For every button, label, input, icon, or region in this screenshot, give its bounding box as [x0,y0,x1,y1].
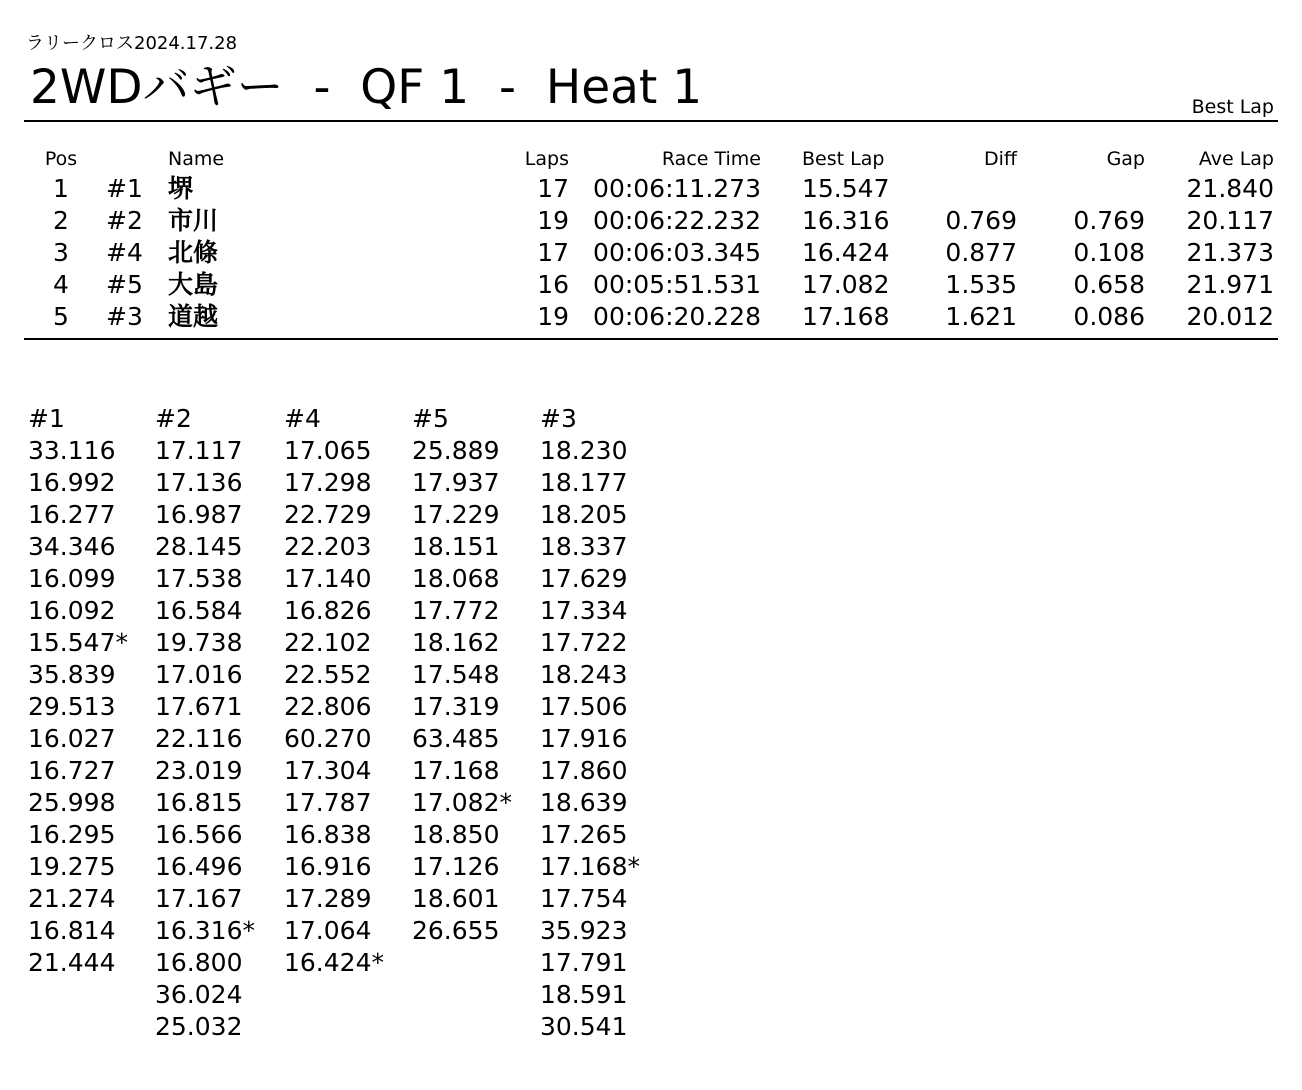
lap-time: 16.496 [155,852,243,881]
table-row [0,301,1302,333]
lap-time: 17.265 [540,820,628,849]
result-laps: 17 [537,238,569,267]
result-ave-lap: 20.012 [1186,302,1274,331]
results-table [0,145,1302,333]
lap-time: 17.754 [540,884,628,913]
lap-time: 29.513 [28,692,116,721]
lap-time: 34.346 [28,532,116,561]
result-diff: 1.535 [945,270,1017,299]
lap-time: 21.274 [28,884,116,913]
lap-time: 16.566 [155,820,243,849]
lap-column-header: #5 [412,404,449,433]
lap-time: 35.923 [540,916,628,945]
column-header-laps: Laps [524,148,569,170]
lap-time: 25.889 [412,436,500,465]
lap-time: 16.916 [284,852,372,881]
lap-time: 17.065 [284,436,372,465]
lap-time: 36.024 [155,980,243,1009]
lap-column-header: #2 [155,404,192,433]
lap-time: 16.099 [28,564,116,593]
lap-time: 60.270 [284,724,372,753]
lap-time: 28.145 [155,532,243,561]
lap-time: 17.229 [412,500,500,529]
lap-time: 17.298 [284,468,372,497]
lap-time: 16.277 [28,500,116,529]
lap-time: 18.177 [540,468,628,497]
lap-time: 33.116 [28,436,116,465]
lap-time: 16.800 [155,948,243,977]
result-best-lap: 17.168 [802,302,890,331]
lap-time: 17.064 [284,916,372,945]
table-row [0,237,1302,269]
lap-time: 19.738 [155,628,243,657]
result-laps: 16 [537,270,569,299]
result-gap: 0.769 [1073,206,1145,235]
result-race-time: 00:06:20.228 [593,302,761,331]
result-ave-lap: 21.971 [1186,270,1274,299]
lap-time: 17.289 [284,884,372,913]
result-pos: 5 [53,302,69,331]
result-diff: 1.621 [945,302,1017,331]
lap-time: 17.506 [540,692,628,721]
lap-time: 17.791 [540,948,628,977]
lap-time: 16.838 [284,820,372,849]
result-laps: 19 [537,206,569,235]
result-car-number: #3 [106,302,143,331]
result-driver-name: 北條 [168,238,219,267]
result-laps: 17 [537,174,569,203]
table-row [0,205,1302,237]
lap-time: 17.722 [540,628,628,657]
lap-time: 22.806 [284,692,372,721]
result-driver-name: 大島 [168,270,219,299]
lap-time: 16.295 [28,820,116,849]
result-laps: 19 [537,302,569,331]
lap-column-header: #4 [284,404,321,433]
lap-time: 16.584 [155,596,243,625]
result-best-lap: 17.082 [802,270,890,299]
lap-time: 17.016 [155,660,243,689]
result-best-lap: 16.316 [802,206,890,235]
lap-time: 22.552 [284,660,372,689]
result-ave-lap: 21.840 [1186,174,1274,203]
lap-time: 17.787 [284,788,372,817]
lap-column [28,403,156,979]
lap-column [412,403,540,947]
result-diff: 0.769 [945,206,1017,235]
lap-column [155,403,283,1043]
lap-time: 18.601 [412,884,500,913]
lap-time: 26.655 [412,916,500,945]
lap-time: 63.485 [412,724,500,753]
results-divider [24,338,1278,340]
result-pos: 1 [53,174,69,203]
column-header-ave-lap: Ave Lap [1198,148,1274,170]
lap-time: 16.815 [155,788,243,817]
result-pos: 3 [53,238,69,267]
lap-time: 18.850 [412,820,500,849]
result-gap: 0.086 [1073,302,1145,331]
lap-time: 17.860 [540,756,628,785]
lap-time: 17.538 [155,564,243,593]
lap-time: 17.319 [412,692,500,721]
lap-time: 16.092 [28,596,116,625]
lap-time: 18.205 [540,500,628,529]
result-car-number: #4 [106,238,143,267]
lap-time: 22.116 [155,724,243,753]
result-race-time: 00:06:03.345 [593,238,761,267]
lap-time: 17.671 [155,692,243,721]
lap-time: 19.275 [28,852,116,881]
lap-time: 17.117 [155,436,243,465]
lap-column-header: #3 [540,404,577,433]
lap-time: 16.987 [155,500,243,529]
lap-time: 17.126 [412,852,500,881]
table-row [0,173,1302,205]
result-pos: 2 [53,206,69,235]
race-title: 2WDバギー - QF 1 - Heat 1 [30,60,703,115]
result-race-time: 00:06:22.232 [593,206,761,235]
table-row [0,269,1302,301]
result-driver-name: 市川 [168,206,219,235]
lap-time: 17.168* [540,852,640,881]
lap-time: 22.102 [284,628,372,657]
result-best-lap: 15.547 [802,174,890,203]
result-car-number: #2 [106,206,143,235]
lap-time: 18.639 [540,788,628,817]
lap-time: 25.032 [155,1012,243,1041]
lap-column-header: #1 [28,404,65,433]
lap-time: 18.591 [540,980,628,1009]
result-pos: 4 [53,270,69,299]
result-driver-name: 道越 [168,302,219,331]
result-driver-name: 堺 [168,174,194,203]
result-gap: 0.108 [1073,238,1145,267]
result-ave-lap: 20.117 [1186,206,1274,235]
column-header-name: Name [168,148,225,170]
lap-time: 17.772 [412,596,500,625]
header-divider [24,120,1278,122]
result-race-time: 00:06:11.273 [593,174,761,203]
lap-time: 30.541 [540,1012,628,1041]
lap-time: 17.937 [412,468,500,497]
lap-time: 16.814 [28,916,116,945]
lap-time: 17.136 [155,468,243,497]
lap-time: 17.082* [412,788,512,817]
lap-time: 22.729 [284,500,372,529]
result-car-number: #5 [106,270,143,299]
results-header-row [0,145,1302,173]
column-header-race-time: Race Time [661,148,761,170]
result-race-time: 00:05:51.531 [593,270,761,299]
lap-time: 18.337 [540,532,628,561]
column-header-best-lap: Best Lap [802,148,885,170]
result-car-number: #1 [106,174,143,203]
lap-time: 18.243 [540,660,628,689]
lap-time: 17.629 [540,564,628,593]
result-diff: 0.877 [945,238,1017,267]
lap-time: 16.727 [28,756,116,785]
lap-time: 25.998 [28,788,116,817]
lap-time: 17.168 [412,756,500,785]
column-header-gap: Gap [1106,148,1145,170]
result-gap: 0.658 [1073,270,1145,299]
lap-time: 17.548 [412,660,500,689]
event-name: ラリークロス2024.17.28 [26,33,238,54]
lap-time: 18.162 [412,628,500,657]
lap-time: 16.992 [28,468,116,497]
column-header-diff: Diff [984,148,1017,170]
lap-column [540,403,668,1043]
lap-time: 17.334 [540,596,628,625]
lap-time: 17.304 [284,756,372,785]
lap-time: 17.916 [540,724,628,753]
column-header-pos: Pos [44,148,78,170]
result-best-lap: 16.424 [802,238,890,267]
lap-time: 16.826 [284,596,372,625]
result-ave-lap: 21.373 [1186,238,1274,267]
lap-time: 16.424* [284,948,384,977]
lap-time: 18.151 [412,532,500,561]
best-lap-caption: Best Lap [1191,96,1274,118]
lap-time: 35.839 [28,660,116,689]
lap-column [284,403,412,979]
lap-time: 21.444 [28,948,116,977]
lap-time: 23.019 [155,756,243,785]
lap-time: 16.027 [28,724,116,753]
lap-time: 16.316* [155,916,255,945]
lap-time: 17.167 [155,884,243,913]
lap-time: 18.068 [412,564,500,593]
lap-time: 17.140 [284,564,372,593]
lap-time: 15.547* [28,628,128,657]
lap-time: 22.203 [284,532,372,561]
lap-time: 18.230 [540,436,628,465]
